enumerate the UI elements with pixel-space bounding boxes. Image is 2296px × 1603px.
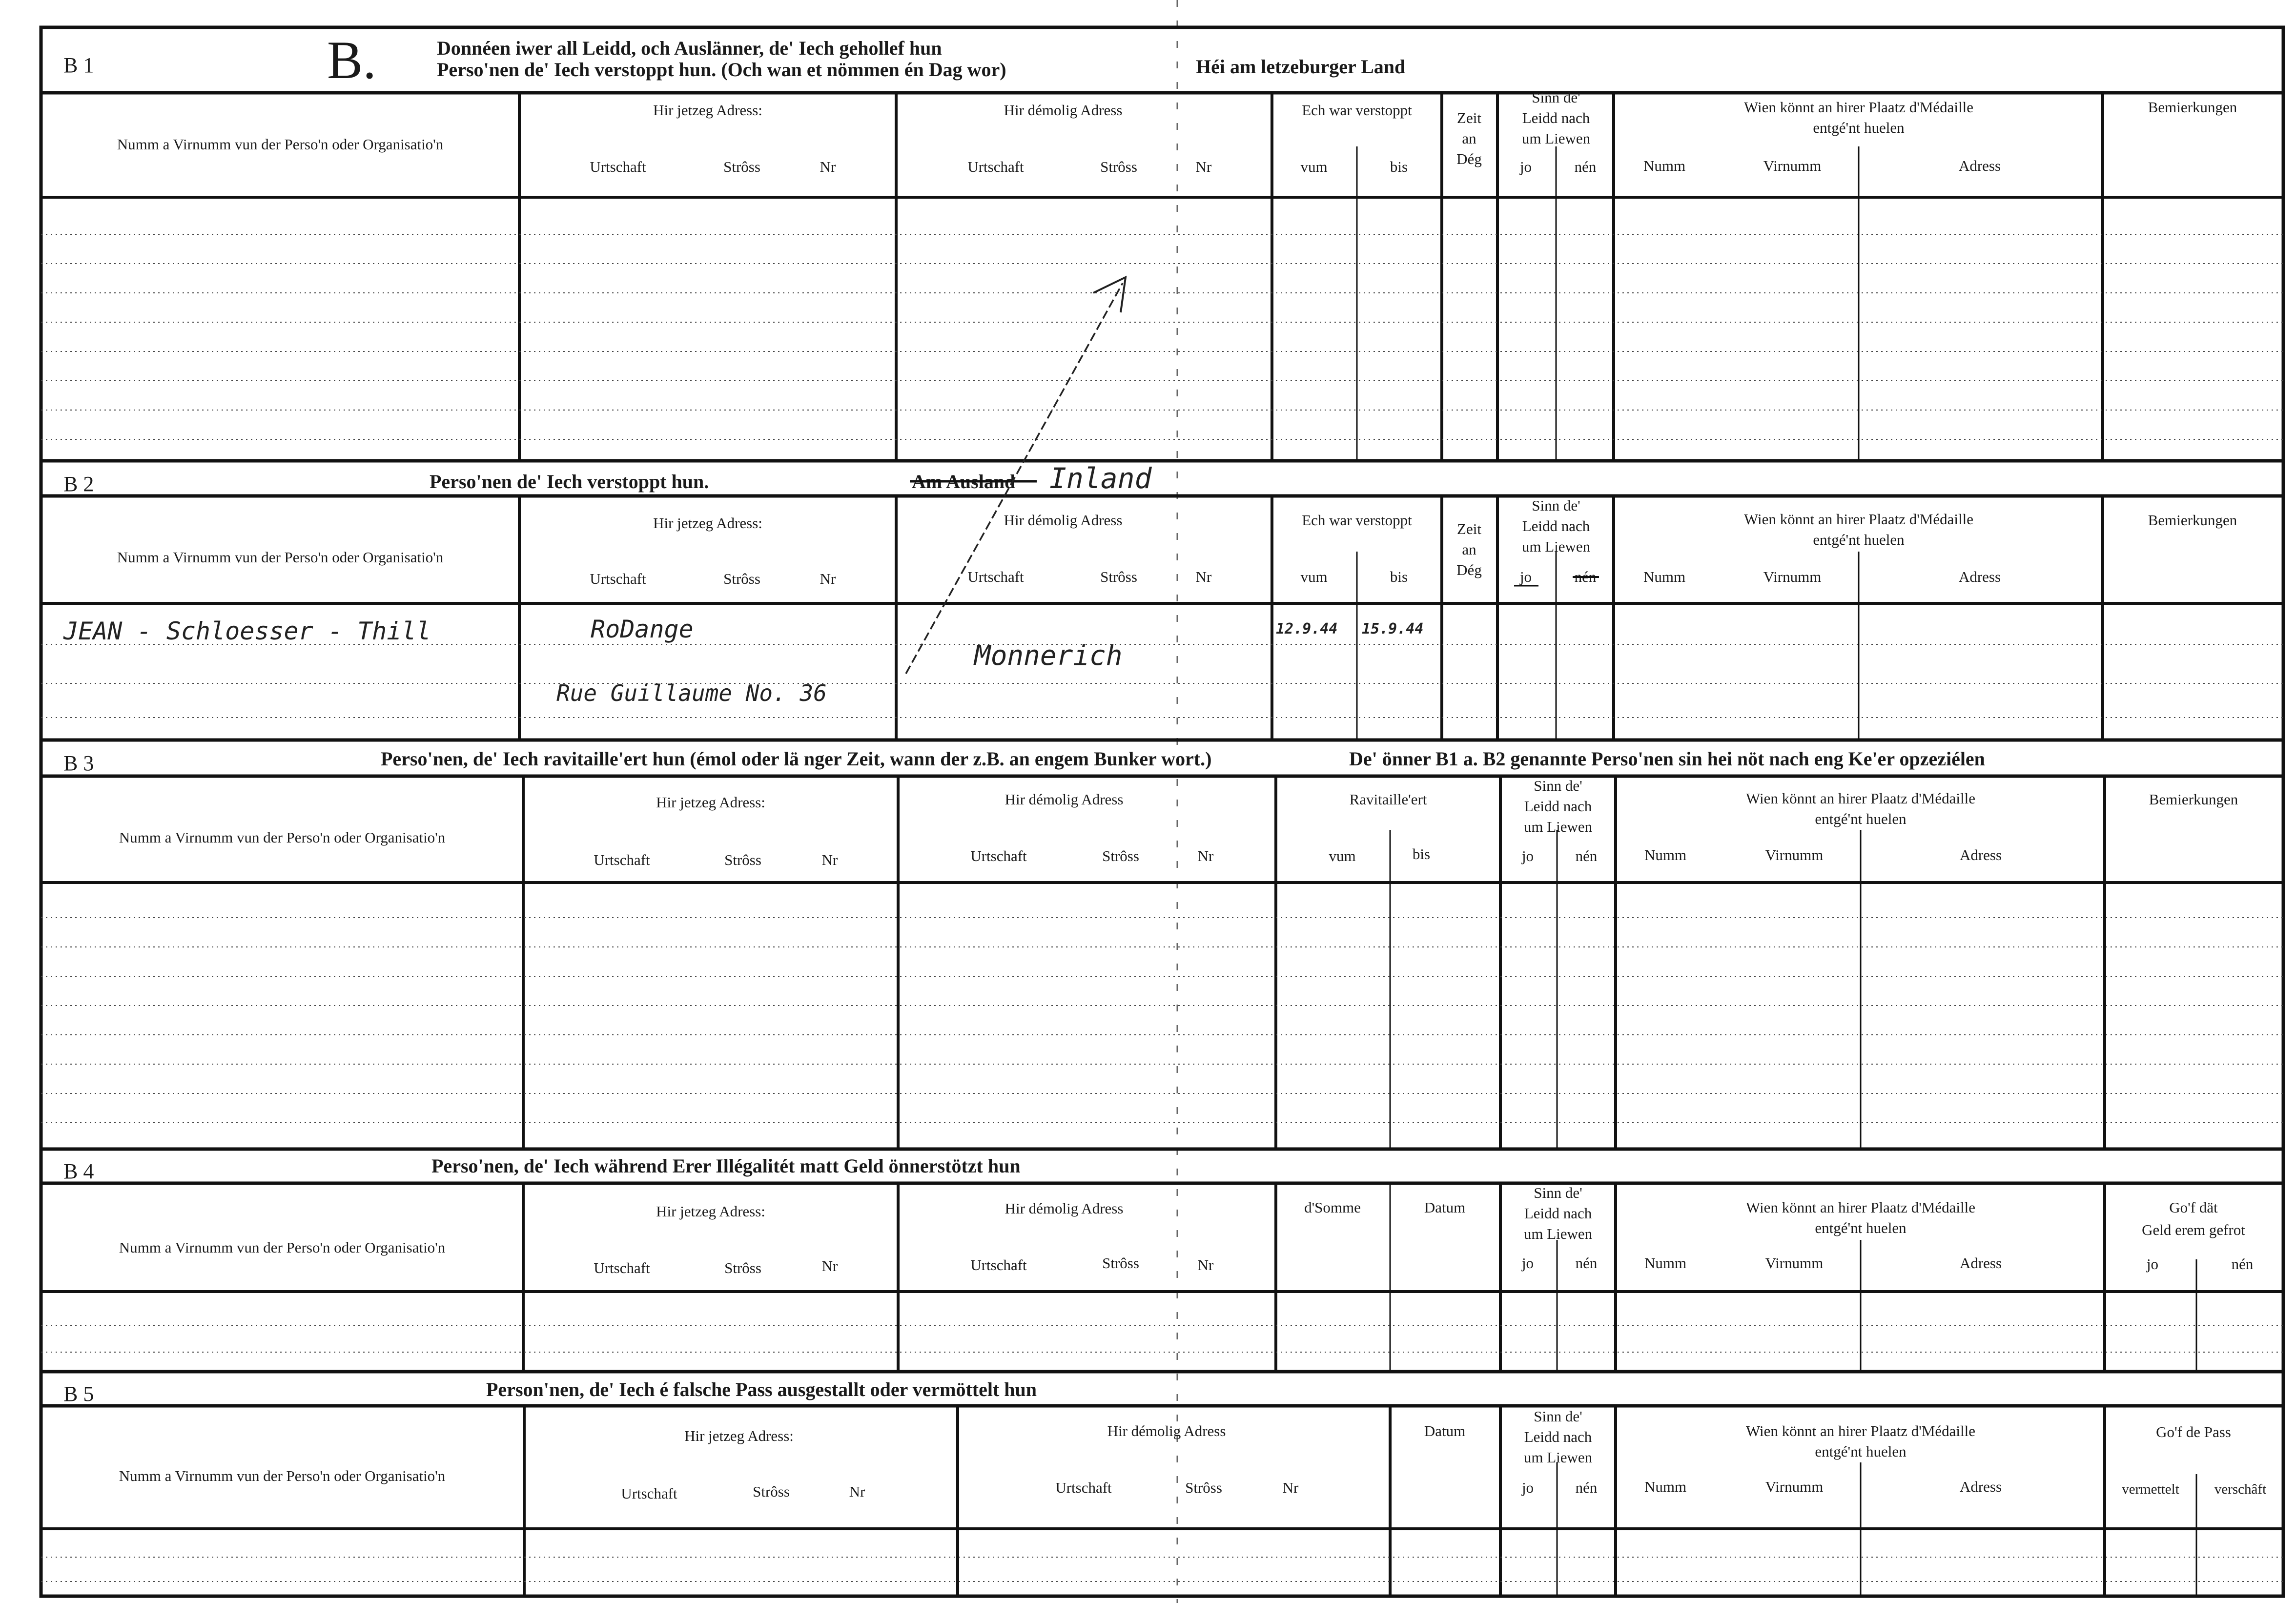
form-frame [41, 27, 2283, 1596]
svg-text:Hir jetzeg Adress:: Hir jetzeg Adress: [656, 794, 765, 811]
svg-text:bis: bis [1412, 845, 1431, 863]
svg-text:Urtschaft: Urtschaft [970, 847, 1027, 864]
table-b1 [41, 89, 2283, 461]
b3-note: De' önner B1 a. B2 genannte Perso'nen sin hei nöt nach eng Ke'er opzeziélen [1349, 748, 1985, 770]
b1-title-region: Héi am letzeburger Land [1196, 56, 1406, 78]
svg-text:Adress: Adress [1959, 1478, 2002, 1495]
svg-text:Wien könnt an hirer Plaatz d'M: Wien könnt an hirer Plaatz d'Médaille [1743, 511, 1974, 528]
svg-text:vum: vum [1329, 847, 1356, 864]
col-remarks: Bemierkungen [2148, 99, 2237, 116]
col-address: Adress [1958, 157, 2001, 174]
svg-text:entgé'nt huelen: entgé'nt huelen [1813, 531, 1905, 548]
svg-text:Wien könnt an hirer Plaatz d'M: Wien könnt an hirer Plaatz d'Médaille [1745, 790, 1976, 807]
svg-text:Zeit: Zeit [1457, 520, 1481, 537]
svg-text:jo: jo [1519, 568, 1532, 585]
svg-text:Strôss: Strôss [1185, 1479, 1222, 1496]
col-locality: Urtschaft [590, 158, 646, 175]
svg-text:Ech war verstoppt: Ech war verstoppt [1302, 512, 1412, 529]
col-hidden: Ech war verstoppt [1302, 102, 1412, 119]
svg-text:Numm: Numm [1644, 1254, 1687, 1272]
svg-text:Nr: Nr [1197, 1256, 1214, 1274]
svg-text:jo: jo [1521, 1254, 1534, 1272]
col-first-name: Virnumm [1763, 157, 1822, 174]
svg-text:Numm a Virnumm vun der Perso'n: Numm a Virnumm vun der Perso'n oder Organisatio'n [119, 829, 446, 846]
svg-text:Hir jetzeg Adress:: Hir jetzeg Adress: [684, 1427, 794, 1444]
svg-text:Sinn de': Sinn de' [1532, 497, 1580, 514]
svg-text:Urtschaft: Urtschaft [970, 1256, 1027, 1274]
b4-title: Perso'nen, de' Iech während Erer Illégalitét matt Geld önnerstötzt hun [431, 1155, 1021, 1177]
svg-text:Virnumm: Virnumm [1765, 1478, 1824, 1495]
svg-text:um Liewen: um Liewen [1523, 1225, 1593, 1242]
b3-title: Perso'nen, de' Iech ravitaille'ert hun (émol oder lä nger Zeit, wann der z.B. an engem Bunker wort.) [381, 748, 1212, 770]
svg-text:Sinn de': Sinn de' [1534, 1408, 1582, 1425]
svg-text:Urtschaft: Urtschaft [1055, 1479, 1112, 1496]
section-code-b3: B 3 [63, 751, 94, 775]
svg-text:Wien könnt an hirer Plaatz d'M: Wien könnt an hirer Plaatz d'Médaille [1745, 1422, 1976, 1439]
col-passed-on: vermettelt [2122, 1481, 2179, 1497]
col-number: Nr [820, 158, 836, 175]
col-days-1: Zeit [1457, 109, 1481, 126]
svg-text:Hir jetzeg Adress:: Hir jetzeg Adress: [653, 514, 762, 532]
table-b3 [41, 776, 2283, 1149]
svg-text:Hir démolig Adress: Hir démolig Adress [1004, 791, 1124, 808]
svg-text:Nr: Nr [820, 570, 836, 587]
svg-text:Strôss: Strôss [724, 1259, 761, 1276]
svg-text:Numm a Virnumm vun der Perso'n: Numm a Virnumm vun der Perso'n oder Organisatio'n [119, 1467, 446, 1484]
svg-text:nén: nén [1575, 1479, 1598, 1496]
svg-text:Numm: Numm [1644, 1478, 1687, 1495]
svg-text:Virnumm: Virnumm [1763, 568, 1822, 585]
col-former-street: Strôss [1100, 158, 1137, 175]
svg-text:Virnumm: Virnumm [1765, 846, 1824, 863]
svg-text:Nr: Nr [1197, 847, 1214, 864]
form-letter: B. [327, 30, 376, 90]
svg-text:nén: nén [1575, 1254, 1598, 1272]
section-code-b2: B 2 [63, 472, 94, 496]
col-money-2: Geld erem gefrot [2142, 1221, 2245, 1238]
svg-text:um Liewen: um Liewen [1523, 1449, 1593, 1466]
svg-text:Nr: Nr [821, 1257, 838, 1274]
section-code-b4: B 4 [63, 1159, 94, 1183]
col-alive-2: Leidd nach [1522, 109, 1590, 126]
svg-text:Leidd nach: Leidd nach [1524, 1428, 1592, 1445]
col-from: vum [1300, 158, 1328, 175]
b2-title-struck: Am Ausland [912, 471, 1016, 493]
svg-text:Nr: Nr [821, 851, 838, 868]
svg-text:bis: bis [1390, 568, 1408, 585]
col-medal-2: entgé'nt huelen [1813, 119, 1905, 136]
svg-text:Nr: Nr [1282, 1479, 1299, 1496]
section-code-b5: B 5 [63, 1382, 94, 1406]
b2-title-handwritten: Inland [1049, 462, 1152, 495]
entry-former-locality: Monnerich [974, 640, 1123, 672]
svg-text:Numm: Numm [1644, 846, 1687, 863]
col-former-address: Hir démolig Adress [1004, 102, 1123, 119]
svg-text:Adress: Adress [1959, 846, 2002, 863]
svg-text:vum: vum [1300, 568, 1328, 585]
svg-text:entgé'nt huelen: entgé'nt huelen [1815, 810, 1906, 827]
svg-text:Adress: Adress [1959, 1254, 2002, 1272]
col-money-1: Go'f dät [2169, 1199, 2218, 1216]
svg-text:Hir démolig Adress: Hir démolig Adress [1107, 1422, 1226, 1439]
svg-text:jo: jo [1521, 1479, 1534, 1496]
b2-title: Perso'nen de' Iech verstoppt hun. [430, 471, 709, 493]
svg-text:jo: jo [1521, 847, 1534, 864]
svg-text:Adress: Adress [1958, 568, 2001, 585]
section-code-b1: B 1 [63, 53, 94, 77]
svg-text:Strôss: Strôss [724, 851, 761, 868]
svg-text:Sinn de': Sinn de' [1534, 1184, 1582, 1201]
svg-text:Strôss: Strôss [1102, 847, 1139, 864]
svg-text:an: an [1462, 541, 1476, 558]
svg-text:Sinn de': Sinn de' [1534, 777, 1582, 794]
col-days-3: Dég [1456, 150, 1482, 167]
entry-street: Rue Guillaume No. 36 [556, 680, 827, 706]
table-b5 [41, 1406, 2283, 1596]
svg-text:Bemierkungen: Bemierkungen [2148, 512, 2237, 529]
svg-text:Urtschaft: Urtschaft [590, 570, 646, 587]
b1-title-line1: Donnéen iwer all Leidd, och Auslänner, de' Iech gehollef hun [437, 37, 942, 59]
svg-text:Urtschaft: Urtschaft [967, 568, 1024, 585]
svg-text:Dég: Dég [1456, 561, 1482, 578]
table-b2 [41, 496, 2283, 740]
svg-text:entgé'nt huelen: entgé'nt huelen [1815, 1443, 1906, 1460]
col-alive-1: Sinn de' [1532, 89, 1580, 106]
svg-text:Numm: Numm [1643, 568, 1686, 585]
col-former-locality: Urtschaft [967, 158, 1024, 175]
svg-text:Bemierkungen: Bemierkungen [2149, 791, 2238, 808]
col-obtained: verschâft [2214, 1481, 2267, 1497]
svg-text:Leidd nach: Leidd nach [1524, 798, 1592, 815]
svg-text:Nr: Nr [1195, 568, 1212, 585]
b5-title: Person'nen, de' Iech é falsche Pass ausgestallt oder vermöttelt hun [486, 1378, 1037, 1400]
entry-from: 12.9.44 [1276, 620, 1338, 637]
entry-locality: RoDange [591, 615, 694, 643]
svg-text:entgé'nt huelen: entgé'nt huelen [1815, 1219, 1906, 1236]
svg-text:Urtschaft: Urtschaft [621, 1485, 677, 1502]
col-street: Strôss [723, 158, 760, 175]
col-no: nén [1574, 158, 1597, 175]
svg-text:Numm a Virnumm vun der Perso'n: Numm a Virnumm vun der Perso'n oder Organisatio'n [119, 1239, 446, 1256]
entry-name: JEAN - Schloesser - Thill [63, 617, 431, 645]
col-yes: jo [1519, 158, 1532, 175]
svg-text:Strôss: Strôss [1102, 1254, 1139, 1272]
b1-title-line2: Perso'nen de' Iech verstoppt hun. (Och wan et nömmen én Dag wor) [437, 59, 1006, 81]
svg-text:Strôss: Strôss [753, 1483, 790, 1500]
svg-text:Hir démolig Adress: Hir démolig Adress [1004, 1200, 1124, 1217]
col-former-number: Nr [1195, 158, 1212, 175]
svg-text:nén: nén [1574, 568, 1597, 585]
table-b4 [41, 1183, 2283, 1372]
col-to: bis [1390, 158, 1408, 175]
svg-text:Hir jetzeg Adress:: Hir jetzeg Adress: [656, 1203, 765, 1220]
svg-text:Numm a Virnumm vun der Perso'n: Numm a Virnumm vun der Perso'n oder Organisatio'n [117, 549, 444, 566]
col-supplied: Ravitaille'ert [1349, 791, 1427, 808]
col-pass: Go'f de Pass [2156, 1423, 2231, 1440]
svg-text:jo: jo [2146, 1255, 2159, 1273]
svg-text:Leidd nach: Leidd nach [1524, 1205, 1592, 1222]
col-sum: d'Somme [1304, 1199, 1361, 1216]
svg-text:um Liewen: um Liewen [1521, 538, 1591, 555]
svg-text:Hir démolig Adress: Hir démolig Adress [1004, 512, 1123, 529]
table-row [63, 615, 1423, 706]
svg-text:Datum: Datum [1424, 1422, 1466, 1439]
svg-text:Urtschaft: Urtschaft [594, 851, 650, 868]
col-medal-1: Wien könnt an hirer Plaatz d'Médaille [1743, 99, 1974, 116]
svg-text:nén: nén [2231, 1255, 2254, 1273]
svg-text:Strôss: Strôss [723, 570, 760, 587]
svg-text:Wien könnt an hirer Plaatz d'M: Wien könnt an hirer Plaatz d'Médaille [1745, 1199, 1976, 1216]
col-days-2: an [1462, 130, 1476, 147]
col-current-address: Hir jetzeg Adress: [653, 102, 762, 119]
col-last-name: Numm [1643, 157, 1686, 174]
col-name: Numm a Virnumm vun der Perso'n oder Organisatio'n [117, 136, 444, 153]
entry-to: 15.9.44 [1362, 620, 1424, 637]
svg-text:um Liewen: um Liewen [1523, 818, 1593, 835]
svg-text:Urtschaft: Urtschaft [594, 1259, 650, 1276]
svg-text:Strôss: Strôss [1100, 568, 1137, 585]
col-alive-3: um Liewen [1521, 130, 1591, 147]
svg-text:Leidd nach: Leidd nach [1522, 517, 1590, 534]
svg-text:Nr: Nr [849, 1483, 865, 1500]
col-date: Datum [1424, 1199, 1466, 1216]
svg-text:Virnumm: Virnumm [1765, 1254, 1824, 1272]
svg-text:nén: nén [1575, 847, 1598, 864]
